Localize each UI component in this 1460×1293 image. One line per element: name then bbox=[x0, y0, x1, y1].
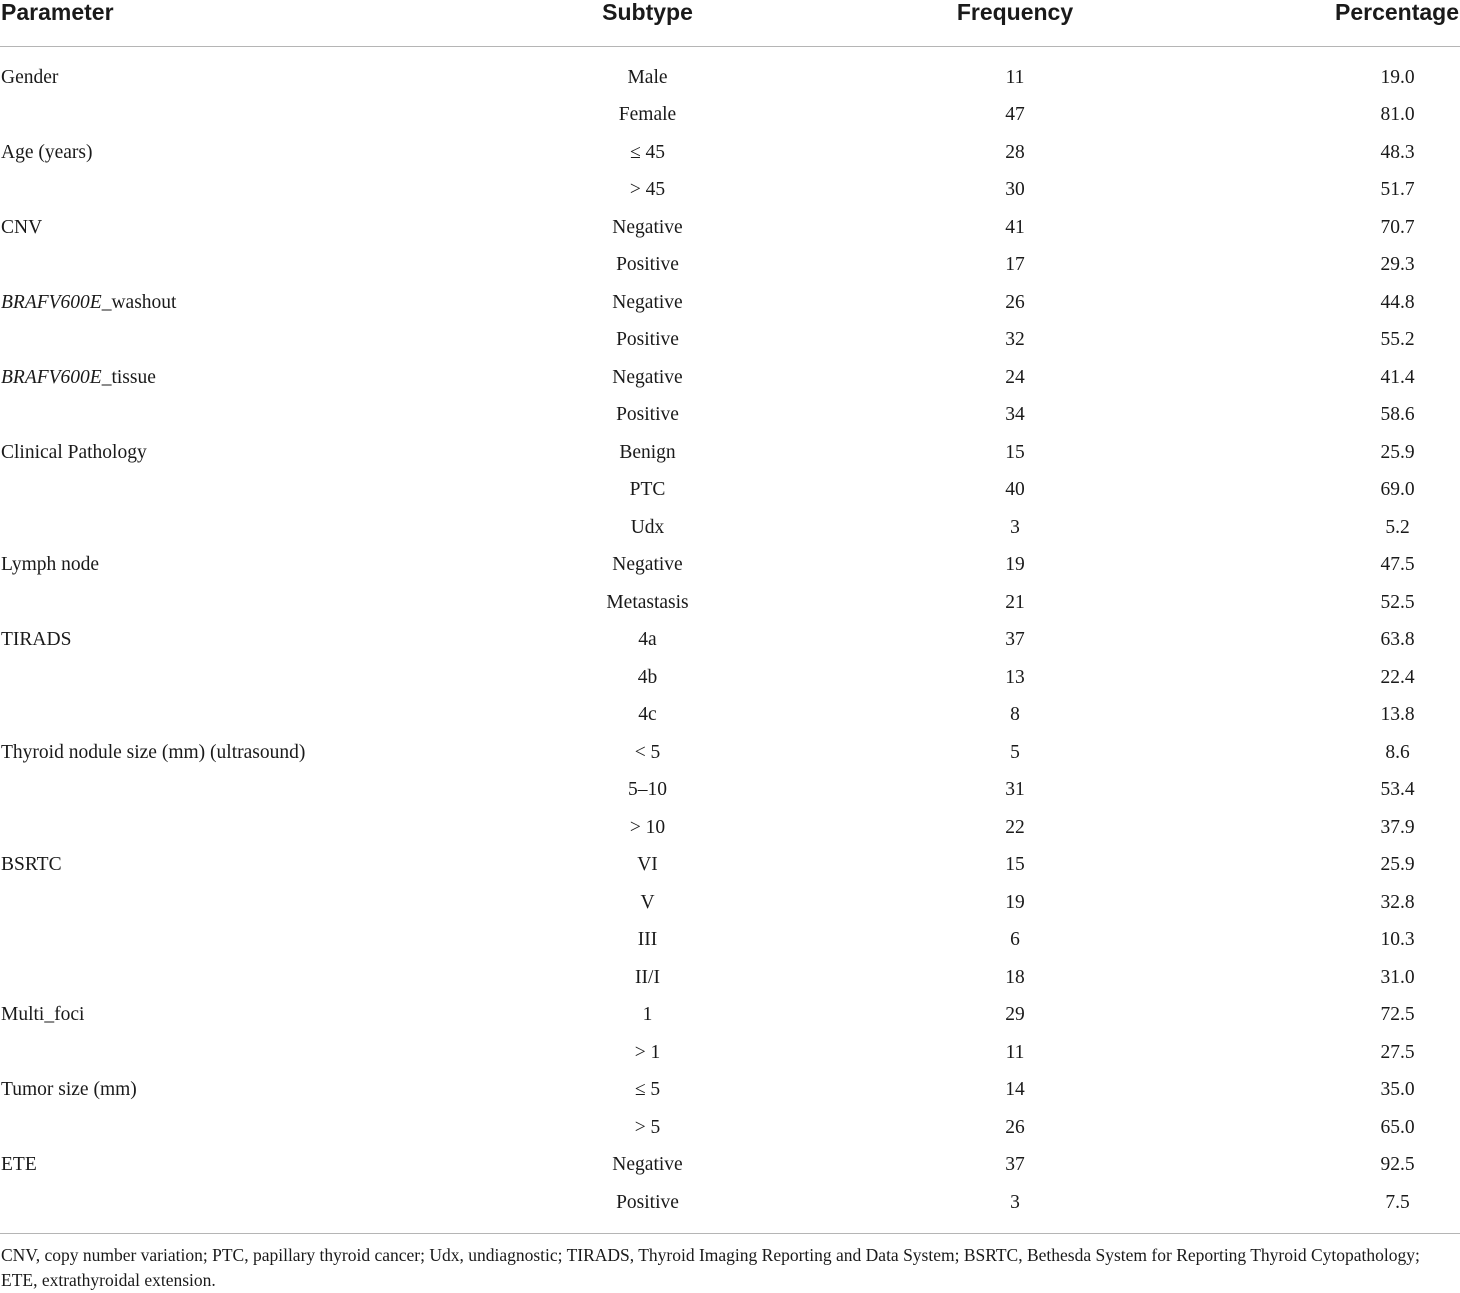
table-row bbox=[0, 584, 1460, 622]
table-row bbox=[0, 622, 1460, 660]
cell-percentage: 69.0 bbox=[1380, 479, 1415, 501]
table-row bbox=[0, 697, 1460, 735]
table-row bbox=[0, 1147, 1460, 1185]
cell-subtype: < 5 bbox=[634, 741, 661, 763]
cell-parameter bbox=[0, 809, 470, 847]
table-row bbox=[0, 172, 1460, 210]
cell-frequency: 28 bbox=[1005, 141, 1025, 163]
cell-parameter: Lymph node bbox=[1, 554, 100, 576]
table-row bbox=[0, 434, 1460, 472]
cell-frequency: 19 bbox=[1005, 554, 1025, 576]
cell-subtype: Udx bbox=[630, 516, 665, 538]
table-row bbox=[0, 247, 1460, 285]
cell-frequency: 29 bbox=[1005, 1004, 1025, 1026]
cell-subtype: Negative bbox=[612, 1154, 683, 1176]
cell-percentage: 72.5 bbox=[1380, 1004, 1415, 1026]
cell-frequency: 47 bbox=[1005, 104, 1025, 126]
table-footnote: CNV, copy number variation; PTC, papillary thyroid cancer; Udx, undiagnostic; TIRADS, Thyroid Imaging Reporting and Data System; BSRTC, Bethesda System for Reporting Thyroid Cytopathology; ETE, extrathyroidal extension. bbox=[1, 1245, 1420, 1290]
table-header bbox=[0, 0, 1460, 47]
cell-subtype: Positive bbox=[616, 404, 679, 426]
cell-parameter: Age (years) bbox=[1, 141, 93, 163]
cell-parameter bbox=[0, 509, 470, 547]
cell-subtype: Positive bbox=[616, 329, 679, 351]
cell-percentage: 92.5 bbox=[1380, 1154, 1415, 1176]
cell-parameter bbox=[0, 1184, 470, 1222]
table-row bbox=[0, 1034, 1460, 1072]
table-row bbox=[0, 547, 1460, 585]
cell-parameter bbox=[0, 247, 470, 285]
cell-parameter bbox=[0, 584, 470, 622]
cell-parameter bbox=[0, 922, 470, 960]
cell-frequency: 15 bbox=[1005, 854, 1025, 876]
cell-parameter: Multi_foci bbox=[1, 1004, 85, 1026]
cell-subtype: ≤ 45 bbox=[629, 141, 666, 163]
cell-subtype: VI bbox=[637, 854, 658, 876]
header-spacer bbox=[0, 47, 1460, 60]
cell-percentage: 47.5 bbox=[1380, 554, 1415, 576]
parameter-suffix: _washout bbox=[101, 291, 177, 313]
cell-parameter bbox=[0, 772, 470, 810]
cell-frequency: 3 bbox=[1010, 516, 1020, 538]
cell-subtype: Metastasis bbox=[606, 591, 689, 613]
cell-parameter: Thyroid nodule size (mm) (ultrasound) bbox=[1, 741, 306, 763]
table-row bbox=[0, 659, 1460, 697]
cell-frequency: 34 bbox=[1005, 404, 1025, 426]
cell-parameter: TIRADS bbox=[1, 629, 72, 651]
cell-frequency: 6 bbox=[1010, 929, 1020, 951]
cell-frequency: 13 bbox=[1005, 666, 1025, 688]
cell-parameter: Gender bbox=[1, 66, 59, 88]
cell-frequency: 21 bbox=[1005, 591, 1025, 613]
cell-percentage: 63.8 bbox=[1380, 629, 1415, 651]
cell-subtype: 5–10 bbox=[628, 779, 667, 801]
cell-percentage: 37.9 bbox=[1380, 816, 1415, 838]
cell-percentage: 58.6 bbox=[1380, 404, 1415, 426]
column-header-percentage: Percentage bbox=[1205, 0, 1460, 47]
cell-subtype: Negative bbox=[612, 366, 683, 388]
cell-frequency: 32 bbox=[1005, 329, 1025, 351]
cell-subtype: Positive bbox=[616, 254, 679, 276]
cell-subtype: Benign bbox=[619, 441, 676, 463]
cell-parameter bbox=[0, 359, 470, 397]
cell-frequency: 40 bbox=[1005, 479, 1025, 501]
cell-frequency: 5 bbox=[1010, 741, 1020, 763]
cell-frequency: 41 bbox=[1005, 216, 1025, 238]
cell-percentage: 32.8 bbox=[1380, 891, 1415, 913]
cell-subtype: 1 bbox=[642, 1004, 653, 1026]
cell-percentage: 41.4 bbox=[1380, 366, 1415, 388]
table-row bbox=[0, 959, 1460, 997]
cell-subtype: Positive bbox=[616, 1191, 679, 1213]
table-bottom-rule bbox=[0, 1233, 1460, 1234]
cell-subtype: > 1 bbox=[634, 1041, 661, 1063]
cell-frequency: 26 bbox=[1005, 291, 1025, 313]
cell-percentage: 81.0 bbox=[1380, 104, 1415, 126]
table-row bbox=[0, 284, 1460, 322]
cell-frequency: 17 bbox=[1005, 254, 1025, 276]
column-header-parameter: Parameter bbox=[0, 0, 470, 47]
cell-parameter bbox=[0, 959, 470, 997]
cell-subtype: V bbox=[640, 891, 655, 913]
cell-parameter: CNV bbox=[1, 216, 43, 238]
cell-frequency: 30 bbox=[1005, 179, 1025, 201]
cell-percentage: 27.5 bbox=[1380, 1041, 1415, 1063]
cell-percentage: 55.2 bbox=[1380, 329, 1415, 351]
cell-subtype: 4b bbox=[637, 666, 658, 688]
cell-parameter bbox=[0, 322, 470, 360]
parameter-gene-name: BRAFV600E bbox=[1, 291, 102, 313]
parameter-gene-name: BRAFV600E bbox=[1, 366, 102, 388]
cell-frequency: 37 bbox=[1005, 1154, 1025, 1176]
cell-parameter: Clinical Pathology bbox=[1, 441, 147, 463]
column-header-frequency: Frequency bbox=[825, 0, 1205, 47]
cell-frequency: 37 bbox=[1005, 629, 1025, 651]
cell-frequency: 26 bbox=[1005, 1116, 1025, 1138]
table-row bbox=[0, 509, 1460, 547]
cell-percentage: 13.8 bbox=[1380, 704, 1415, 726]
cell-percentage: 48.3 bbox=[1380, 141, 1415, 163]
cell-frequency: 18 bbox=[1005, 966, 1025, 988]
cell-percentage: 19.0 bbox=[1380, 66, 1415, 88]
cell-subtype: III bbox=[637, 929, 658, 951]
cell-subtype: > 5 bbox=[634, 1116, 661, 1138]
cell-percentage: 65.0 bbox=[1380, 1116, 1415, 1138]
cell-percentage: 5.2 bbox=[1385, 516, 1410, 538]
cell-parameter bbox=[0, 659, 470, 697]
cell-frequency: 11 bbox=[1005, 66, 1025, 88]
table-row bbox=[0, 847, 1460, 885]
cell-percentage: 53.4 bbox=[1380, 779, 1415, 801]
cell-subtype: Male bbox=[627, 66, 668, 88]
cell-percentage: 22.4 bbox=[1380, 666, 1415, 688]
table-row bbox=[0, 322, 1460, 360]
table-row bbox=[0, 397, 1460, 435]
table-row bbox=[0, 734, 1460, 772]
cell-percentage: 70.7 bbox=[1380, 216, 1415, 238]
cell-parameter bbox=[0, 1034, 470, 1072]
cell-percentage: 52.5 bbox=[1380, 591, 1415, 613]
cell-percentage: 7.5 bbox=[1385, 1191, 1410, 1213]
cell-frequency: 15 bbox=[1005, 441, 1025, 463]
table-row bbox=[0, 97, 1460, 135]
cell-subtype: II/I bbox=[635, 966, 660, 988]
cell-percentage: 25.9 bbox=[1380, 441, 1415, 463]
cell-frequency: 11 bbox=[1005, 1041, 1025, 1063]
cell-parameter bbox=[0, 472, 470, 510]
cell-subtype: Negative bbox=[612, 554, 683, 576]
cell-subtype: 4a bbox=[638, 629, 657, 651]
cell-subtype: 4c bbox=[638, 704, 657, 726]
cell-frequency: 3 bbox=[1010, 1191, 1020, 1213]
table-row bbox=[0, 772, 1460, 810]
cell-frequency: 24 bbox=[1005, 366, 1025, 388]
cell-frequency: 31 bbox=[1005, 779, 1025, 801]
cell-frequency: 22 bbox=[1005, 816, 1025, 838]
table-row bbox=[0, 134, 1460, 172]
cell-subtype: Negative bbox=[612, 291, 683, 313]
cell-frequency: 14 bbox=[1005, 1079, 1025, 1101]
cell-parameter bbox=[0, 97, 470, 135]
table-row bbox=[0, 359, 1460, 397]
cell-percentage: 10.3 bbox=[1380, 929, 1415, 951]
table-row bbox=[0, 884, 1460, 922]
cell-parameter: Tumor size (mm) bbox=[1, 1079, 137, 1101]
cell-percentage: 35.0 bbox=[1380, 1079, 1415, 1101]
table-row bbox=[0, 1184, 1460, 1222]
cell-parameter bbox=[0, 1109, 470, 1147]
column-header-subtype: Subtype bbox=[470, 0, 825, 47]
table-row bbox=[0, 1072, 1460, 1110]
table-row bbox=[0, 809, 1460, 847]
cell-parameter bbox=[0, 884, 470, 922]
table-row bbox=[0, 59, 1460, 97]
cell-subtype: Negative bbox=[612, 216, 683, 238]
cell-subtype: ≤ 5 bbox=[634, 1079, 661, 1101]
cell-parameter bbox=[0, 397, 470, 435]
table-row bbox=[0, 1109, 1460, 1147]
cell-parameter: BSRTC bbox=[1, 854, 62, 876]
header-row bbox=[0, 0, 1460, 47]
cell-frequency: 19 bbox=[1005, 891, 1025, 913]
cell-parameter bbox=[0, 172, 470, 210]
table-row bbox=[0, 472, 1460, 510]
cell-percentage: 8.6 bbox=[1385, 741, 1410, 763]
table-body bbox=[0, 47, 1460, 1222]
cell-percentage: 29.3 bbox=[1380, 254, 1415, 276]
spacer-cell bbox=[0, 47, 1460, 60]
table-row bbox=[0, 922, 1460, 960]
table-row bbox=[0, 209, 1460, 247]
cell-parameter bbox=[0, 697, 470, 735]
cell-parameter: ETE bbox=[1, 1154, 37, 1176]
cell-percentage: 44.8 bbox=[1380, 291, 1415, 313]
cell-percentage: 31.0 bbox=[1380, 966, 1415, 988]
cell-parameter bbox=[0, 284, 470, 322]
parameter-suffix: _tissue bbox=[101, 366, 156, 388]
cell-percentage: 51.7 bbox=[1380, 179, 1415, 201]
cell-frequency: 8 bbox=[1010, 704, 1020, 726]
table-row bbox=[0, 997, 1460, 1035]
cell-subtype: Female bbox=[618, 104, 677, 126]
cell-percentage: 25.9 bbox=[1380, 854, 1415, 876]
cell-subtype: > 45 bbox=[629, 179, 666, 201]
cell-subtype: PTC bbox=[629, 479, 666, 501]
cell-subtype: > 10 bbox=[629, 816, 666, 838]
